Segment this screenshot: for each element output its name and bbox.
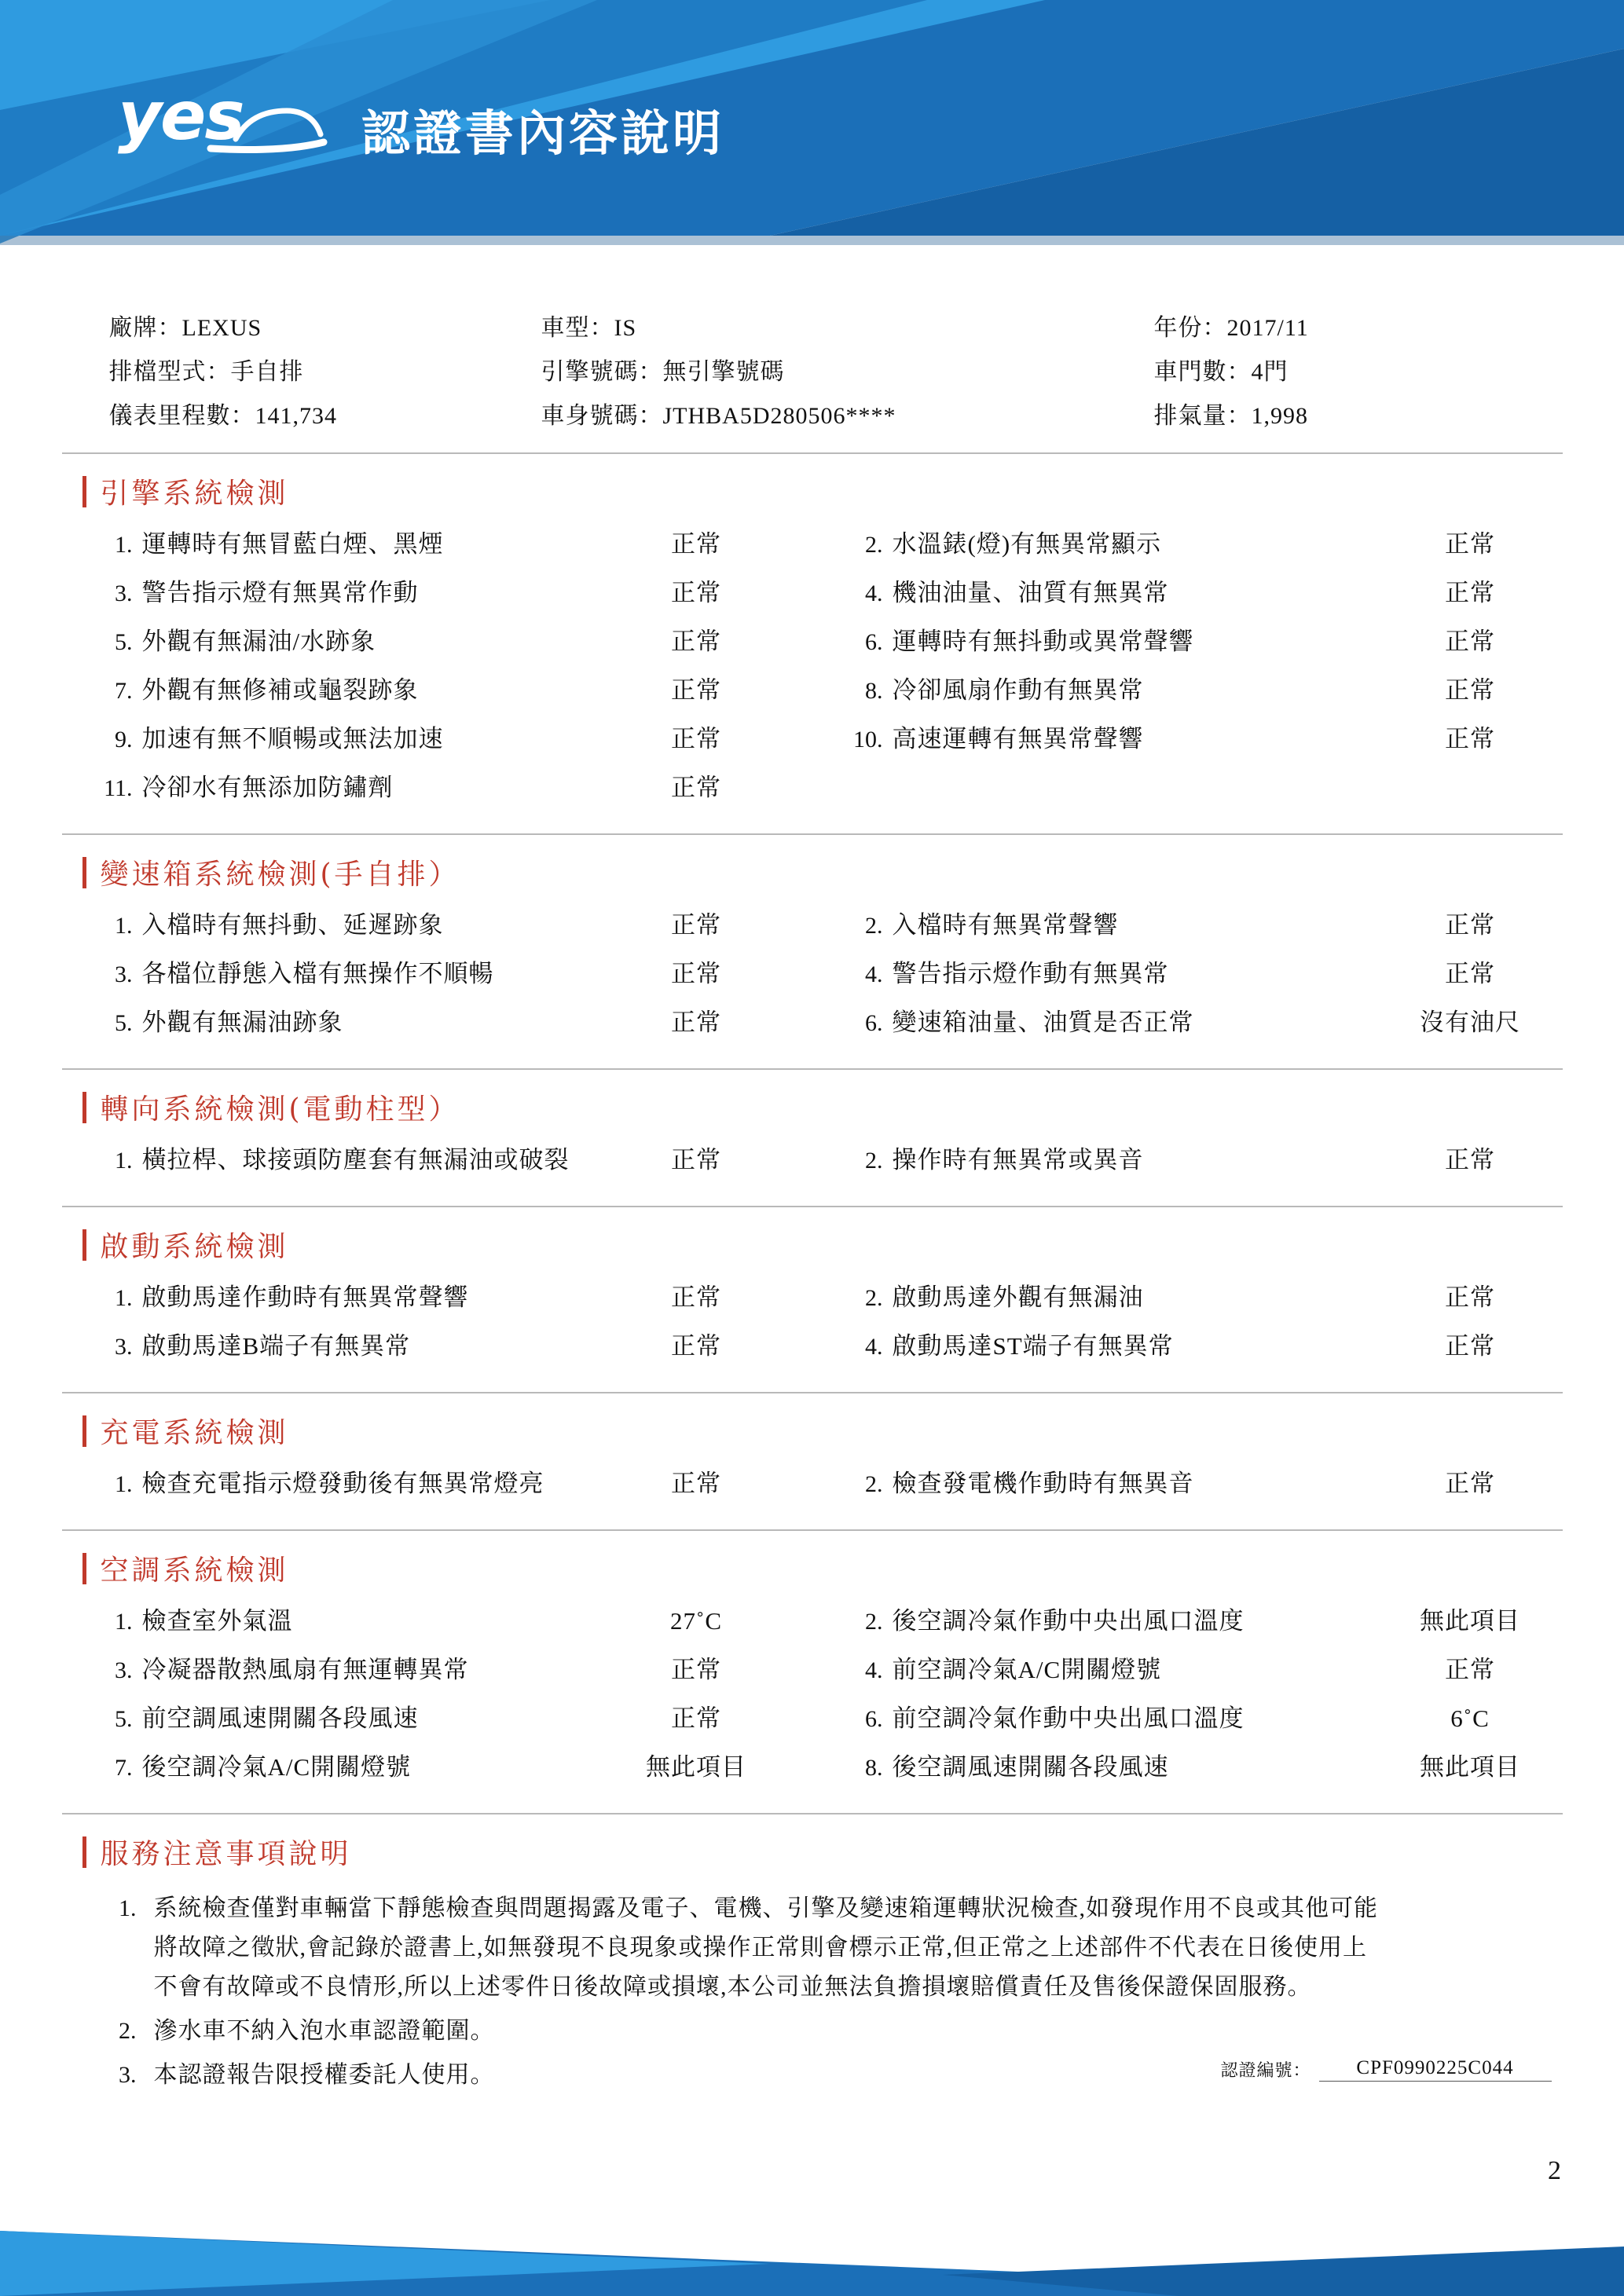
info-value: JTHBA5D280506**** xyxy=(662,403,896,429)
check-item xyxy=(812,1747,1563,1782)
section-items-steering xyxy=(62,1137,1563,1206)
check-row xyxy=(62,524,1563,573)
check-item xyxy=(62,524,812,559)
item-answer: 正常 xyxy=(671,960,721,987)
check-row xyxy=(62,905,1563,954)
item-number: 2. xyxy=(865,1609,883,1635)
note-item xyxy=(62,2012,1563,2051)
check-item xyxy=(812,573,1563,608)
item-number: 6. xyxy=(865,629,883,655)
check-item xyxy=(812,719,1563,754)
section-items-aircon xyxy=(62,1598,1563,1813)
item-number: 4. xyxy=(865,580,883,606)
note-line: 系統檢查僅對車輛當下靜態檢查與問題揭露及電子、電機、引擎及變速箱運轉狀況檢查,如發現作用不良或其他可能 xyxy=(153,1895,1378,1921)
page-number: 2 xyxy=(1548,2156,1561,2185)
item-number: 5. xyxy=(115,629,133,655)
check-item xyxy=(812,905,1563,940)
vehicle-info-row xyxy=(1154,306,1516,350)
item-question: 檢查發電機作動時有無異音 xyxy=(892,1470,1194,1497)
item-question: 運轉時有無抖動或異常聲響 xyxy=(892,628,1194,655)
note-line: 將故障之徵狀,會記錄於證書上,如無發現不良現象或操作正常則會標示正常,但正常之上述部件不代表在日後使用上 xyxy=(153,1935,1367,1961)
section-bar-icon xyxy=(82,1836,86,1868)
item-answer: 正常 xyxy=(1445,676,1495,704)
check-row xyxy=(62,767,1563,816)
item-answer: 正常 xyxy=(671,1009,721,1036)
item-number: 7. xyxy=(115,1755,133,1781)
section-items-transmission xyxy=(62,902,1563,1068)
check-item xyxy=(812,1326,1563,1361)
note-text xyxy=(154,2012,1563,2051)
item-question: 啟動馬達B端子有無異常 xyxy=(141,1332,411,1360)
check-item xyxy=(62,1140,812,1175)
certificate-value: CPF0990225C044 xyxy=(1319,2057,1552,2082)
check-item xyxy=(812,1002,1563,1038)
section-bar-icon xyxy=(82,857,86,888)
vehicle-info-row xyxy=(541,306,1154,350)
item-answer: 正常 xyxy=(671,1283,721,1311)
item-answer: 正常 xyxy=(671,628,721,655)
item-question: 橫拉桿、球接頭防塵套有無漏油或破裂 xyxy=(141,1146,570,1174)
item-answer: 正常 xyxy=(671,1332,721,1360)
item-answer: 正常 xyxy=(671,774,721,801)
item-question: 入檔時有無抖動、延遲跡象 xyxy=(141,911,444,939)
item-answer: 正常 xyxy=(1445,628,1495,655)
item-number: 4. xyxy=(865,1334,883,1360)
check-row xyxy=(62,1698,1563,1747)
item-question: 檢查充電指示燈發動後有無異常燈亮 xyxy=(141,1470,544,1497)
info-value: 2017/11 xyxy=(1226,315,1309,341)
item-question: 後空調風速開關各段風速 xyxy=(892,1753,1169,1781)
item-question: 加速有無不順暢或無法加速 xyxy=(141,725,444,753)
check-item xyxy=(62,767,812,803)
check-item xyxy=(62,954,812,989)
section-heading-aircon xyxy=(62,1531,1563,1598)
footer-decoration xyxy=(0,2199,1624,2296)
info-value: 無引擎號碼 xyxy=(662,359,785,385)
item-answer: 正常 xyxy=(1445,1656,1495,1683)
item-answer: 正常 xyxy=(671,579,721,606)
check-item xyxy=(812,1140,1563,1175)
check-item xyxy=(812,524,1563,559)
check-item xyxy=(62,1326,812,1361)
check-row xyxy=(62,621,1563,670)
section-bar-icon xyxy=(82,476,86,507)
item-number: 6. xyxy=(865,1010,883,1036)
vehicle-info-col-3 xyxy=(1154,306,1516,438)
item-question: 啟動馬達ST端子有無異常 xyxy=(892,1332,1174,1360)
section-items-charging xyxy=(62,1460,1563,1529)
item-question: 啟動馬達外觀有無漏油 xyxy=(892,1283,1144,1311)
item-question: 水溫錶(燈)有無異常顯示 xyxy=(892,530,1162,558)
note-text xyxy=(154,1889,1563,2007)
check-item xyxy=(62,1002,812,1038)
check-item xyxy=(62,1277,812,1313)
section-label: 引擎系統檢測 xyxy=(100,478,289,510)
item-number: 2. xyxy=(865,1285,883,1311)
item-number: 4. xyxy=(865,1657,883,1683)
info-label: 車身號碼： xyxy=(541,403,663,429)
item-question: 運轉時有無冒藍白煙、黑煙 xyxy=(141,530,444,558)
item-number: 4. xyxy=(865,961,883,987)
item-answer: 6˚C xyxy=(1450,1705,1490,1732)
item-answer: 正常 xyxy=(1445,1146,1495,1174)
info-label: 排氣量： xyxy=(1153,403,1252,429)
item-answer: 正常 xyxy=(671,1705,721,1732)
info-label: 儀表里程數： xyxy=(108,403,255,429)
check-item xyxy=(812,1698,1563,1734)
check-row xyxy=(62,1463,1563,1512)
item-answer: 正常 xyxy=(671,676,721,704)
section-bar-icon xyxy=(82,1092,86,1123)
item-question: 後空調冷氣A/C開關燈號 xyxy=(141,1753,412,1781)
info-label: 引擎號碼： xyxy=(541,359,663,385)
section-heading-service-notes xyxy=(62,1814,1563,1881)
section-heading-steering xyxy=(62,1070,1563,1137)
section-heading-starter xyxy=(62,1207,1563,1274)
check-row xyxy=(62,1601,1563,1650)
item-answer: 正常 xyxy=(1445,960,1495,987)
vehicle-info-row xyxy=(109,306,541,350)
check-item xyxy=(812,954,1563,989)
item-question: 後空調冷氣作動中央出風口溫度 xyxy=(892,1607,1245,1635)
certificate-label: 認證編號： xyxy=(1220,2060,1311,2080)
item-number: 2. xyxy=(865,1471,883,1497)
info-value: 手自排 xyxy=(230,359,304,385)
info-label: 廠牌： xyxy=(108,315,182,341)
item-number: 8. xyxy=(865,678,883,704)
section-label: 轉向系統檢測(電動柱型） xyxy=(100,1093,460,1126)
vehicle-info-col-2 xyxy=(541,306,1154,438)
item-answer: 27˚C xyxy=(670,1607,722,1635)
check-row xyxy=(62,1326,1563,1375)
item-question: 警告指示燈作動有無異常 xyxy=(892,960,1169,987)
check-row xyxy=(62,954,1563,1002)
item-question: 外觀有無漏油/水跡象 xyxy=(141,628,376,655)
section-label: 空調系統檢測 xyxy=(100,1554,289,1587)
vehicle-info-row xyxy=(109,350,541,394)
item-answer: 沒有油尺 xyxy=(1420,1009,1520,1036)
vehicle-info-col-1 xyxy=(62,306,541,438)
note-line: 不會有故障或不良情形,所以上述零件日後故障或損壞,本公司並無法負擔損壞賠償責任及售後保證保固服務。 xyxy=(153,1974,1312,2000)
item-question: 操作時有無異常或異音 xyxy=(892,1146,1144,1174)
logo-text: yes xyxy=(118,77,244,156)
note-number: 2. xyxy=(119,2018,137,2044)
check-item xyxy=(812,1277,1563,1313)
check-row xyxy=(62,573,1563,621)
item-number: 1. xyxy=(115,1609,133,1635)
vehicle-info-row xyxy=(109,394,541,438)
info-label: 年份： xyxy=(1153,315,1227,341)
check-item xyxy=(62,1650,812,1685)
item-number: 6. xyxy=(865,1706,883,1732)
page-title: 認證書內容說明 xyxy=(361,104,725,162)
item-answer: 正常 xyxy=(1445,911,1495,939)
item-question: 冷卻水有無添加防鏽劑 xyxy=(141,774,394,801)
item-answer: 正常 xyxy=(671,1146,721,1174)
item-question: 入檔時有無異常聲響 xyxy=(892,911,1119,939)
check-row xyxy=(62,1140,1563,1188)
yes-logo-mark xyxy=(118,77,330,169)
item-number: 9. xyxy=(115,727,133,753)
info-value: LEXUS xyxy=(181,315,262,341)
item-question: 啟動馬達作動時有無異常聲響 xyxy=(141,1283,469,1311)
section-heading-transmission xyxy=(62,835,1563,902)
check-item xyxy=(62,905,812,940)
check-item xyxy=(62,621,812,657)
item-number: 1. xyxy=(115,532,133,558)
item-answer: 無此項目 xyxy=(1420,1607,1520,1635)
check-item xyxy=(812,1601,1563,1636)
note-item xyxy=(62,1889,1563,2007)
check-item xyxy=(62,1601,812,1636)
item-number: 1. xyxy=(115,1148,133,1174)
item-number: 1. xyxy=(115,1471,133,1497)
section-items-starter xyxy=(62,1274,1563,1392)
check-item xyxy=(62,1463,812,1499)
document-body xyxy=(0,283,1624,2088)
check-row xyxy=(62,719,1563,767)
section-heading-engine xyxy=(62,454,1563,521)
note-line: 滲水車不納入泡水車認證範圍。 xyxy=(153,2018,495,2044)
check-item xyxy=(62,1747,812,1782)
item-answer: 正常 xyxy=(1445,579,1495,606)
check-row xyxy=(62,1277,1563,1326)
section-label: 啟動系統檢測 xyxy=(100,1231,289,1263)
check-item xyxy=(62,573,812,608)
item-number: 1. xyxy=(115,1285,133,1311)
item-answer: 正常 xyxy=(1445,1332,1495,1360)
note-line: 本認證報告限授權委託人使用。 xyxy=(153,2062,495,2088)
item-question: 前空調風速開關各段風速 xyxy=(141,1705,419,1732)
item-number: 5. xyxy=(115,1010,133,1036)
item-question: 機油油量、油質有無異常 xyxy=(892,579,1169,606)
check-item xyxy=(812,1463,1563,1499)
item-number: 10. xyxy=(853,727,883,753)
section-label: 服務注意事項說明 xyxy=(100,1838,352,1870)
item-question: 檢查室外氣溫 xyxy=(141,1607,293,1635)
info-label: 排檔型式： xyxy=(108,359,231,385)
vehicle-info-row xyxy=(541,350,1154,394)
section-heading-charging xyxy=(62,1393,1563,1460)
item-answer: 正常 xyxy=(1445,1283,1495,1311)
item-answer: 正常 xyxy=(671,1470,721,1497)
info-label: 車門數： xyxy=(1153,359,1252,385)
check-row xyxy=(62,1002,1563,1051)
info-value: 4門 xyxy=(1251,359,1289,385)
check-item xyxy=(62,719,812,754)
item-question: 變速箱油量、油質是否正常 xyxy=(892,1009,1194,1036)
item-question: 冷凝器散熱風扇有無運轉異常 xyxy=(141,1656,469,1683)
check-row xyxy=(62,1747,1563,1796)
item-answer: 正常 xyxy=(671,911,721,939)
check-row xyxy=(62,670,1563,719)
vehicle-info-row xyxy=(541,394,1154,438)
item-question: 前空調冷氣A/C開關燈號 xyxy=(892,1656,1162,1683)
brand-logo xyxy=(118,77,725,169)
item-answer: 正常 xyxy=(1445,530,1495,558)
item-number: 3. xyxy=(115,961,133,987)
info-value: 141,734 xyxy=(255,403,337,429)
info-label: 車型： xyxy=(541,315,614,341)
item-answer: 正常 xyxy=(671,530,721,558)
item-number: 2. xyxy=(865,1148,883,1174)
check-item xyxy=(62,670,812,705)
section-label: 變速箱系統檢測(手自排） xyxy=(100,859,460,891)
info-value: 1,998 xyxy=(1251,403,1308,429)
check-item xyxy=(812,670,1563,705)
vehicle-info-row xyxy=(1154,394,1516,438)
item-number: 8. xyxy=(865,1755,883,1781)
item-question: 外觀有無漏油跡象 xyxy=(141,1009,343,1036)
item-answer: 正常 xyxy=(1445,1470,1495,1497)
item-answer: 正常 xyxy=(1445,725,1495,753)
page-header xyxy=(0,0,1624,283)
section-bar-icon xyxy=(82,1229,86,1261)
section-bar-icon xyxy=(82,1415,86,1447)
item-number: 5. xyxy=(115,1706,133,1732)
section-label: 充電系統檢測 xyxy=(100,1417,289,1449)
item-answer: 正常 xyxy=(671,725,721,753)
car-swoosh-icon xyxy=(118,77,330,169)
item-answer: 正常 xyxy=(671,1656,721,1683)
check-item xyxy=(812,621,1563,657)
info-value: IS xyxy=(614,315,637,341)
item-number: 1. xyxy=(115,913,133,939)
check-item xyxy=(812,1650,1563,1685)
page-footer xyxy=(0,2199,1624,2296)
item-number: 2. xyxy=(865,532,883,558)
item-number: 3. xyxy=(115,1657,133,1683)
section-items-engine xyxy=(62,521,1563,833)
item-number: 11. xyxy=(104,775,133,801)
item-answer: 無此項目 xyxy=(646,1753,746,1781)
item-question: 外觀有無修補或龜裂跡象 xyxy=(141,676,419,704)
item-question: 高速運轉有無異常聲響 xyxy=(892,725,1144,753)
item-answer: 無此項目 xyxy=(1420,1753,1520,1781)
vehicle-info-row xyxy=(1154,350,1516,394)
item-number: 7. xyxy=(115,678,133,704)
note-number: 3. xyxy=(119,2062,137,2088)
item-question: 前空調冷氣作動中央出風口溫度 xyxy=(892,1705,1245,1732)
vehicle-info-block xyxy=(62,283,1563,452)
item-question: 各檔位靜態入檔有無操作不順暢 xyxy=(141,960,494,987)
check-item xyxy=(62,1698,812,1734)
item-number: 3. xyxy=(115,580,133,606)
item-question: 警告指示燈有無異常作動 xyxy=(141,579,419,606)
item-number: 3. xyxy=(115,1334,133,1360)
item-number: 2. xyxy=(865,913,883,939)
check-row xyxy=(62,1650,1563,1698)
item-question: 冷卻風扇作動有無異常 xyxy=(892,676,1144,704)
note-number: 1. xyxy=(119,1895,137,1921)
section-bar-icon xyxy=(82,1553,86,1584)
